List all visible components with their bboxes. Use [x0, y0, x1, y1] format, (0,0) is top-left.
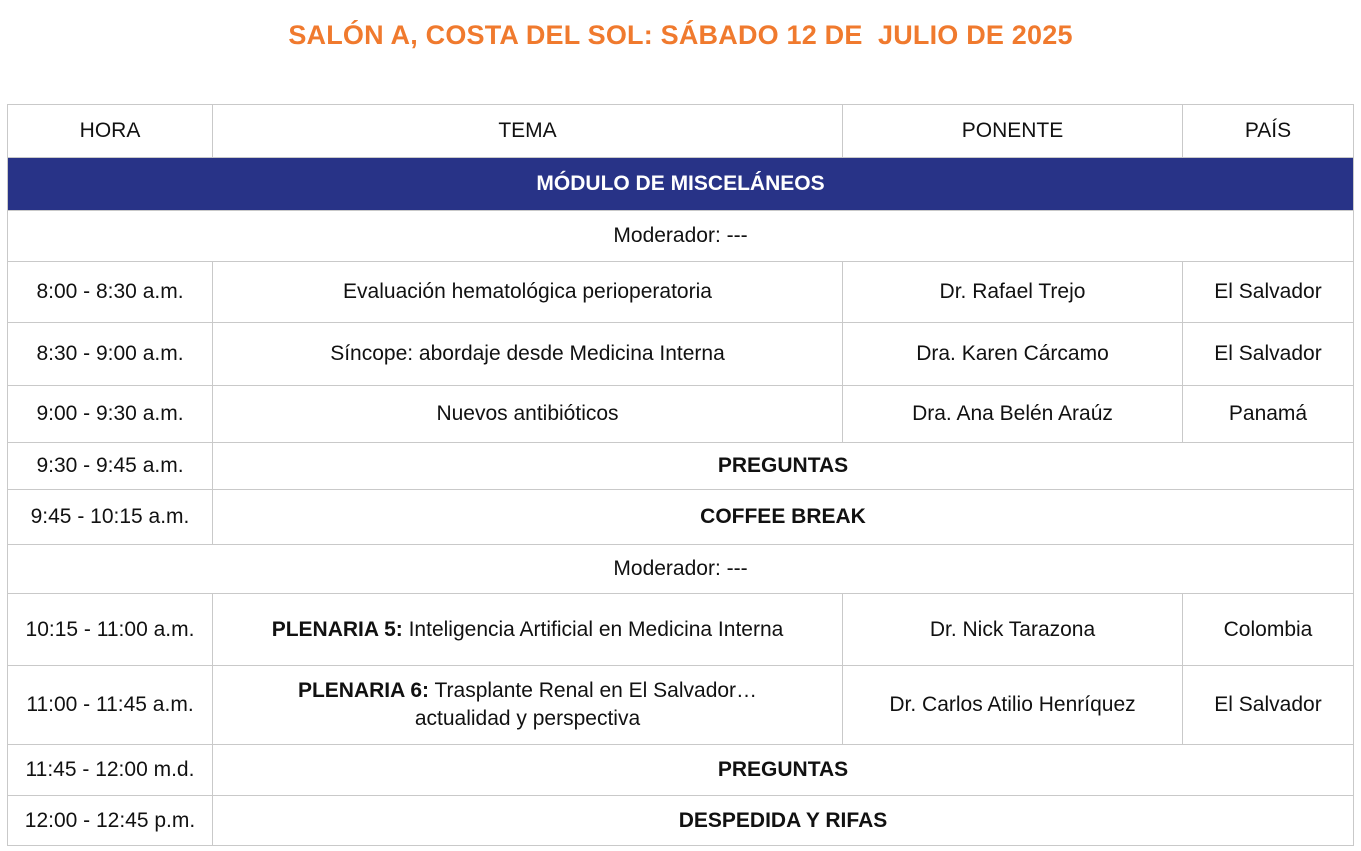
time-cell: 9:30 - 9:45 a.m. [8, 443, 213, 490]
module-title: MÓDULO DE MISCELÁNEOS [8, 158, 1354, 211]
topic-cell: Nuevos antibióticos [213, 386, 843, 443]
time-cell: 9:00 - 9:30 a.m. [8, 386, 213, 443]
module-row [8, 158, 1354, 211]
topic-cell: Síncope: abordaje desde Medicina Interna [213, 323, 843, 386]
speaker-cell: Dr. Rafael Trejo [843, 262, 1183, 323]
plenary-label: PLENARIA 6: [297, 679, 430, 702]
schedule-table [7, 104, 1354, 846]
country-cell: El Salvador [1183, 323, 1354, 386]
topic-cell: Evaluación hematológica perioperatoria [213, 262, 843, 323]
topic-cell [213, 594, 843, 666]
break-row [8, 490, 1354, 545]
time-cell: 10:15 - 11:00 a.m. [8, 594, 213, 666]
country-cell: Panamá [1183, 386, 1354, 443]
header-hora: HORA [8, 105, 213, 158]
country-cell: El Salvador [1183, 262, 1354, 323]
time-cell: 11:45 - 12:00 m.d. [8, 745, 213, 796]
plenary-topic: Inteligencia Artificial en Medicina Interna [402, 617, 784, 641]
topic-cell [213, 666, 843, 745]
moderator-text: Moderador: --- [8, 545, 1354, 594]
header-ponente: PONENTE [843, 105, 1183, 158]
table-row [8, 323, 1354, 386]
break-label: PREGUNTAS [213, 443, 1354, 490]
moderator-row [8, 545, 1354, 594]
plenary-topic: Trasplante Renal en El Salvador… actualidad y perspectiva [414, 679, 758, 730]
break-row [8, 796, 1354, 846]
table-row [8, 594, 1354, 666]
speaker-cell: Dra. Karen Cárcamo [843, 323, 1183, 386]
time-cell: 9:45 - 10:15 a.m. [8, 490, 213, 545]
moderator-text: Moderador: --- [8, 211, 1354, 262]
table-row [8, 666, 1354, 745]
country-cell: El Salvador [1183, 666, 1354, 745]
time-cell: 12:00 - 12:45 p.m. [8, 796, 213, 846]
speaker-cell: Dr. Nick Tarazona [843, 594, 1183, 666]
page-title: SALÓN A, COSTA DEL SOL: SÁBADO 12 DE JULIO DE 2025 [288, 20, 1073, 50]
header-pais: PAÍS [1183, 105, 1354, 158]
time-cell: 8:30 - 9:00 a.m. [8, 323, 213, 386]
speaker-cell: Dra. Ana Belén Araúz [843, 386, 1183, 443]
country-cell: Colombia [1183, 594, 1354, 666]
break-label: COFFEE BREAK [213, 490, 1354, 545]
time-cell: 11:00 - 11:45 a.m. [8, 666, 213, 745]
speaker-cell: Dr. Carlos Atilio Henríquez [843, 666, 1183, 745]
table-row [8, 262, 1354, 323]
break-label: DESPEDIDA Y RIFAS [213, 796, 1354, 846]
break-row [8, 745, 1354, 796]
break-label: PREGUNTAS [213, 745, 1354, 796]
table-row [8, 386, 1354, 443]
header-tema: TEMA [213, 105, 843, 158]
header-row [8, 105, 1354, 158]
moderator-row [8, 211, 1354, 262]
time-cell: 8:00 - 8:30 a.m. [8, 262, 213, 323]
plenary-label: PLENARIA 5: [271, 617, 403, 641]
break-row [8, 443, 1354, 490]
